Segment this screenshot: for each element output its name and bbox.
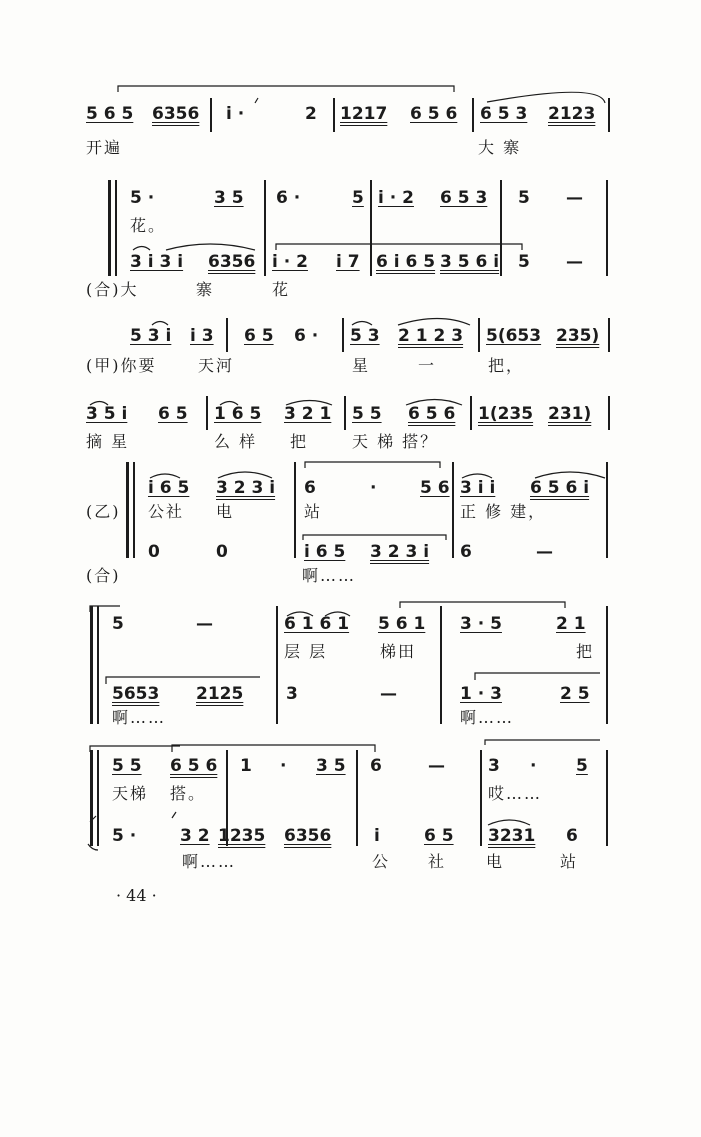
note-group: 5 6 5 (86, 104, 134, 124)
note-group: 1 (240, 756, 252, 776)
page-number: · 44 · (116, 886, 157, 905)
note-group: 2 5 (560, 684, 590, 704)
system-brace (90, 606, 93, 724)
note-group: 3 5 (316, 756, 346, 776)
lyric: 寨 (196, 280, 215, 299)
lyric: 梯田 (380, 642, 417, 661)
lyric: 社 (428, 852, 447, 871)
barline (606, 462, 608, 558)
note-group: 2 1 2 3 (398, 326, 464, 346)
note-group: i · (226, 104, 245, 124)
lyric: 站 (304, 502, 323, 521)
lyric: 天梯 (112, 784, 149, 803)
lyric: 公 (372, 852, 391, 871)
note-group: · (370, 478, 377, 498)
note-group: 3 (286, 684, 298, 704)
lyric: 搭。 (170, 784, 207, 803)
barline (264, 180, 266, 276)
lyric: 把， (488, 356, 525, 375)
lyric: 啊…… (182, 852, 237, 871)
note-group: 5 3 i (130, 326, 172, 346)
barline (500, 180, 502, 276)
barline (206, 396, 208, 430)
note-group: 6 5 (424, 826, 454, 846)
note-group: 3 2 3 i (370, 542, 430, 562)
lyric: 公社 (148, 502, 185, 521)
lyric: 么 样 (214, 432, 258, 451)
note-group: 3 5 i (86, 404, 128, 424)
note-group: 2125 (196, 684, 244, 704)
note-group: 231) (548, 404, 592, 424)
note-group: 5 (352, 188, 364, 208)
lyric: (合) (86, 566, 121, 585)
note-group: 6 5 3 (480, 104, 528, 124)
note-group: 2 (305, 104, 317, 124)
note-group: 0 (148, 542, 160, 562)
note-group: 3 i i (460, 478, 496, 498)
system-bar (115, 180, 117, 276)
lyric: 哎…… (488, 784, 543, 803)
note-group: · (280, 756, 287, 776)
lyric: 电 (486, 852, 505, 871)
lyric: 花 (272, 280, 291, 299)
lyric: (合)大 (86, 280, 139, 299)
note-group: 6 (566, 826, 578, 846)
note-group: — (566, 188, 583, 208)
note-group: 6 · (276, 188, 301, 208)
note-group: 5 5 (352, 404, 382, 424)
barline (606, 606, 608, 724)
barline (606, 750, 608, 846)
lyric: 一 (418, 356, 437, 375)
note-group: — (566, 252, 583, 272)
note-group: 6 5 (158, 404, 188, 424)
barline (478, 318, 480, 352)
note-group: 1235 (218, 826, 266, 846)
system-bar (97, 606, 99, 724)
note-group: 3231 (488, 826, 536, 846)
note-group: 5653 (112, 684, 160, 704)
lyric: 摘 星 (86, 432, 130, 451)
system-bar (133, 462, 135, 558)
lyric: 花。 (130, 216, 167, 235)
note-group: · (530, 756, 537, 776)
system-brace (90, 750, 93, 846)
note-group: 5 5 (112, 756, 142, 776)
note-group: 6 i 6 5 (376, 252, 436, 272)
lyric: 啊…… (460, 708, 515, 727)
lyric: 啊…… (112, 708, 167, 727)
lyric: (甲)你要 (86, 356, 157, 375)
barline (226, 318, 228, 352)
lyric: 把 (290, 432, 309, 451)
note-group: 235) (556, 326, 600, 346)
note-group: 6356 (208, 252, 256, 272)
barline (472, 98, 474, 132)
note-group: 6 5 3 (440, 188, 488, 208)
note-group: i · 2 (272, 252, 308, 272)
note-group: 6 5 6 (170, 756, 218, 776)
barline (480, 750, 482, 846)
lyric: 电 (216, 502, 235, 521)
note-group: 6 (370, 756, 382, 776)
note-group: 1(235 (478, 404, 534, 424)
lyric: 天 梯 搭？ (352, 432, 439, 451)
barline (608, 98, 610, 132)
barline (370, 180, 372, 276)
lyric: 开遍 (86, 138, 123, 157)
note-group: 1 · 3 (460, 684, 502, 704)
note-group: 5 (576, 756, 588, 776)
note-group: i 6 5 (304, 542, 346, 562)
note-group: 5 3 (350, 326, 380, 346)
note-group: 0 (216, 542, 228, 562)
barline (342, 318, 344, 352)
note-group: 6356 (284, 826, 332, 846)
note-group: — (380, 684, 397, 704)
note-group: 3 2 1 (284, 404, 332, 424)
lyric: 正 修 建， (460, 502, 547, 521)
note-group: i 6 5 (148, 478, 190, 498)
note-group: — (428, 756, 445, 776)
note-group: 3 5 (214, 188, 244, 208)
note-group: i · 2 (378, 188, 414, 208)
note-group: i 7 (336, 252, 360, 272)
note-group: 1 6 5 (214, 404, 262, 424)
lyric: 层 层 (284, 642, 328, 661)
barline (608, 318, 610, 352)
lyric: 星 (352, 356, 371, 375)
note-group: 5(653 (486, 326, 542, 346)
note-group: 6356 (152, 104, 200, 124)
note-group: 6 · (294, 326, 319, 346)
barline (606, 180, 608, 276)
barline (210, 98, 212, 132)
note-group: 3 · 5 (460, 614, 502, 634)
barline (452, 462, 454, 558)
system-brace (126, 462, 129, 558)
lyric: (乙) (86, 502, 121, 521)
lyric: 大 寨 (478, 138, 522, 157)
system-brace (108, 180, 111, 276)
note-group: 6 (460, 542, 472, 562)
barline (608, 396, 610, 430)
lyric: 啊…… (302, 566, 357, 585)
barline (344, 396, 346, 430)
barline (470, 396, 472, 430)
note-group: — (196, 614, 213, 634)
note-group: 5 6 1 (378, 614, 426, 634)
note-group: i 3 (190, 326, 214, 346)
note-group: 3 2 3 i (216, 478, 276, 498)
note-group: 5 (518, 252, 530, 272)
note-group: 6 1 6 1 (284, 614, 350, 634)
note-group: 5 · (130, 188, 155, 208)
barline (276, 606, 278, 724)
note-group: 5 (518, 188, 530, 208)
note-group: 3 i 3 i (130, 252, 184, 272)
lyric: 把 (576, 642, 595, 661)
note-group: 5 (112, 614, 124, 634)
lyric: 站 (560, 852, 579, 871)
note-group: 2123 (548, 104, 596, 124)
note-group: 6 5 (244, 326, 274, 346)
note-group: — (536, 542, 553, 562)
barline (333, 98, 335, 132)
note-group: 6 5 6 (408, 404, 456, 424)
note-group: 3 2 (180, 826, 210, 846)
note-group: 3 (488, 756, 500, 776)
note-group: 2 1 (556, 614, 586, 634)
note-group: 3 5 6 i (440, 252, 500, 272)
note-group: i (374, 826, 380, 846)
note-group: 5 · (112, 826, 137, 846)
note-group: 1217 (340, 104, 388, 124)
lyric: 天河 (198, 356, 235, 375)
note-group: 6 (304, 478, 316, 498)
note-group: 6 5 6 i (530, 478, 590, 498)
system-bar (97, 750, 99, 846)
barline (440, 606, 442, 724)
note-group: 5 6 (420, 478, 450, 498)
note-group: 6 5 6 (410, 104, 458, 124)
barline (294, 462, 296, 558)
barline (356, 750, 358, 846)
